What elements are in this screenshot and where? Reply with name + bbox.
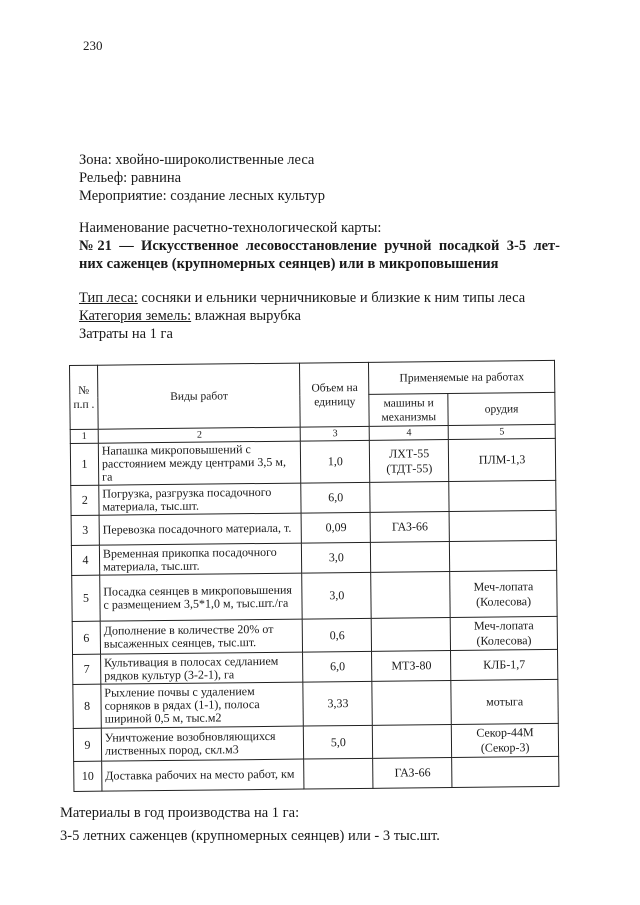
row-tool: ПЛМ-1,3 xyxy=(448,438,555,481)
row-machine xyxy=(371,572,450,619)
works-table xyxy=(69,360,559,792)
row-tool xyxy=(452,756,559,787)
card-label: Наименование расчетно-технологической карты: xyxy=(79,220,382,236)
row-volume: 3,33 xyxy=(303,681,372,726)
row-machine xyxy=(371,542,450,573)
land-category-value: влажная вырубка xyxy=(191,308,301,324)
row-number: 2 xyxy=(71,485,99,515)
header-applied: Применяемые на работах xyxy=(369,360,555,394)
relief-line: Рельеф: равнина xyxy=(79,170,182,186)
row-volume: 3,0 xyxy=(302,542,371,573)
col-index: 1 xyxy=(70,429,98,443)
row-volume: 6,0 xyxy=(301,482,370,513)
row-work: Перевозка посадочного материала, т. xyxy=(99,513,302,545)
materials-value: 3-5 летних саженцев (крупномерных сеянцев) или - 3 тыс.шт. xyxy=(60,828,440,844)
header-works: Виды работ xyxy=(97,363,300,429)
row-machine xyxy=(373,725,452,759)
row-tool: Меч-лопата (Колесова) xyxy=(450,616,557,650)
row-machine: МТЗ-80 xyxy=(372,651,451,682)
row-number: 5 xyxy=(72,575,100,621)
table-row xyxy=(72,570,557,621)
row-work: Посадка сеянцев в микроповышения с размещением 3,5*1,0 м, тыс.шт./га xyxy=(100,573,303,621)
costs-label: Затраты на 1 га xyxy=(79,326,173,342)
row-volume: 0,6 xyxy=(303,618,372,652)
row-machine: ЛХТ-55 (ТДТ-55) xyxy=(370,440,449,483)
header-machines: машины и механизмы xyxy=(369,394,448,427)
row-work: Доставка рабочих на место работ, км xyxy=(102,759,305,791)
row-work: Дополнение в количестве 20% от высаженных сеянцев, тыс.шт. xyxy=(100,619,303,654)
row-number: 9 xyxy=(73,728,101,761)
col-index: 3 xyxy=(301,426,370,441)
row-tool xyxy=(449,480,556,511)
page-number: 230 xyxy=(83,38,103,53)
row-number: 10 xyxy=(74,761,102,791)
row-number: 8 xyxy=(73,684,101,728)
row-machine: ГАЗ-66 xyxy=(370,512,449,543)
row-volume xyxy=(304,758,373,789)
card-title-line-1: №21 — Искусственное лесовосстановление ручной посадкой 3-5 лет- xyxy=(79,238,560,254)
row-work: Рыхление почвы с удалением сорняков в рядах (1-1), полоса шириной 0,5 м, тыс.м2 xyxy=(101,682,304,728)
card-title-line-2: них саженцев (крупномерных сеянцев) или в микроповышения xyxy=(79,256,499,272)
col-index: 2 xyxy=(98,427,301,443)
zone-line: Зона: хвойно-широколиственные леса xyxy=(79,152,315,168)
row-number: 4 xyxy=(71,545,99,575)
row-volume: 0,09 xyxy=(301,512,370,543)
row-tool: Меч-лопата (Колесова) xyxy=(450,570,557,617)
row-number: 7 xyxy=(73,654,101,684)
row-work: Уничтожение возобновляющихся лиственных пород, скл.м3 xyxy=(101,726,304,761)
forest-type-value: сосняки и ельники черничниковые и близкие к ним типы леса xyxy=(137,290,526,306)
table-row xyxy=(72,616,557,654)
header-tools: орудия xyxy=(448,392,555,425)
materials-label: Материалы в год производства на 1 га: xyxy=(60,805,300,821)
row-machine xyxy=(370,482,449,513)
row-work: Культивация в полосах седланием рядков культур (3-2-1), га xyxy=(100,652,303,684)
row-volume: 3,0 xyxy=(302,572,371,619)
row-work: Временная прикопка посадочного материала, тыс.шт. xyxy=(99,543,302,575)
row-tool: мотыга xyxy=(451,679,558,724)
row-work: Погрузка, разгрузка посадочного материала, тыс.шт. xyxy=(99,483,302,515)
land-category-line xyxy=(79,308,301,325)
row-number: 1 xyxy=(70,443,98,485)
row-machine xyxy=(371,618,450,652)
table-row xyxy=(74,756,559,791)
row-tool xyxy=(449,510,556,541)
row-machine xyxy=(372,681,451,726)
header-volume: Объем на единицу xyxy=(300,362,370,427)
row-work: Напашка микроповышений с расстоянием между центрами 3,5 м, га xyxy=(98,441,301,485)
row-number: 3 xyxy=(71,515,99,545)
row-tool: Секор-44М (Секор-3) xyxy=(451,723,558,757)
measure-line: Мероприятие: создание лесных культур xyxy=(79,188,326,204)
row-volume: 1,0 xyxy=(301,440,370,483)
col-index: 4 xyxy=(369,426,448,441)
row-machine: ГАЗ-66 xyxy=(373,758,452,789)
row-number: 6 xyxy=(72,621,100,654)
header-number: № п.п . xyxy=(70,365,99,429)
row-tool xyxy=(450,540,557,571)
row-volume: 6,0 xyxy=(303,651,372,682)
land-category-label: Категория земель: xyxy=(79,308,192,324)
table-row xyxy=(70,438,555,485)
forest-type-line xyxy=(79,290,525,307)
forest-type-label: Тип леса: xyxy=(79,290,138,306)
col-index: 5 xyxy=(448,424,555,439)
table-row xyxy=(73,723,558,761)
row-tool: КЛБ-1,7 xyxy=(451,649,558,680)
row-volume: 5,0 xyxy=(304,725,373,759)
table-row xyxy=(73,679,558,728)
